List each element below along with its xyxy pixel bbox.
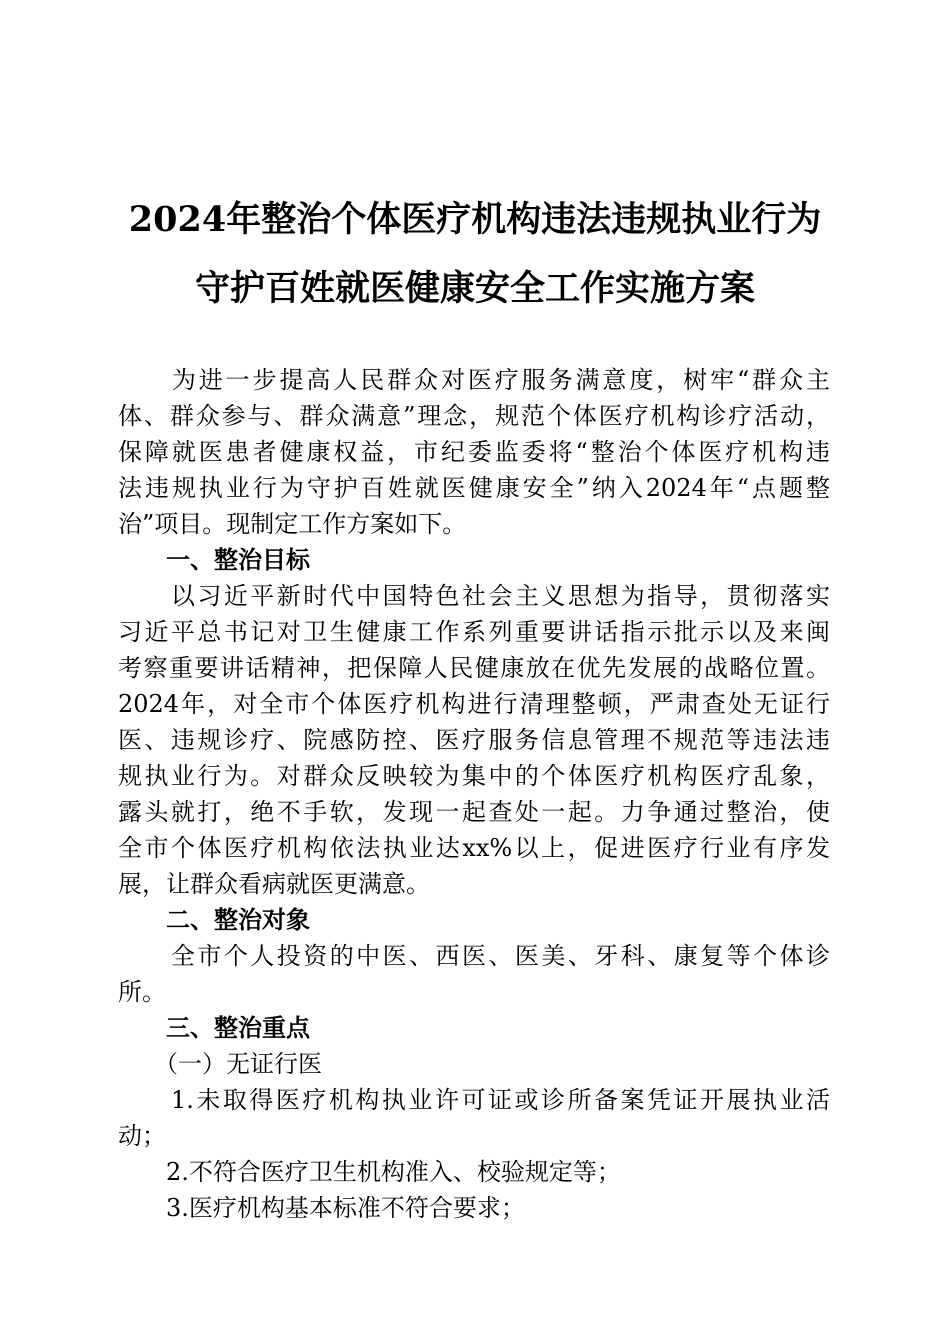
body-line: 以习近平新时代中国特色社会主义思想为指导，贯彻落实	[118, 582, 830, 610]
body-line: 全市个人投资的中医、西医、医美、牙科、康复等个体诊	[118, 942, 830, 970]
subsection-heading: （一）无证行医	[118, 1050, 322, 1078]
body-line: 为进一步提高人民群众对医疗服务满意度，树牢“群众主	[118, 366, 830, 394]
body-line: 规执业行为。对群众反映较为集中的个体医疗机构医疗乱象，	[118, 762, 830, 790]
body-line: 治”项目。现制定工作方案如下。	[118, 510, 467, 538]
body-line: 考察重要讲话精神，把保障人民健康放在优先发展的战略位置。	[118, 654, 830, 682]
section-heading: 三、整治重点	[118, 1014, 310, 1042]
body-line: 所。	[118, 978, 166, 1006]
list-item: 3.医疗机构基本标准不符合要求；	[118, 1194, 525, 1222]
body-line: 体、群众参与、群众满意”理念，规范个体医疗机构诊疗活动，	[118, 402, 830, 430]
body-line: 2024年，对全市个体医疗机构进行清理整顿，严肃查处无证行	[118, 690, 830, 718]
document-title-line-1: 2024年整治个体医疗机构违法违规执业行为	[128, 199, 822, 240]
body-line: 医、违规诊疗、院感防控、医疗服务信息管理不规范等违法违	[118, 726, 830, 754]
body-line: 全市个体医疗机构依法执业达xx%以上，促进医疗行业有序发	[118, 834, 830, 862]
list-item: 动；	[118, 1122, 166, 1150]
list-item: 2.不符合医疗卫生机构准入、校验规定等；	[118, 1158, 621, 1186]
body-line: 习近平总书记对卫生健康工作系列重要讲话指示批示以及来闽	[118, 618, 830, 646]
body-line: 保障就医患者健康权益，市纪委监委将“整治个体医疗机构违	[118, 438, 830, 466]
section-heading: 二、整治对象	[118, 906, 310, 934]
list-item: 1.未取得医疗机构执业许可证或诊所备案凭证开展执业活	[118, 1086, 830, 1114]
body-line: 露头就打，绝不手软，发现一起查处一起。力争通过整治，使	[118, 798, 830, 826]
document-title-line-2: 守护百姓就医健康安全工作实施方案	[194, 268, 755, 309]
section-heading: 一、整治目标	[118, 546, 310, 574]
body-line: 法违规执业行为守护百姓就医健康安全”纳入2024年“点题整	[118, 474, 830, 502]
body-line: 展，让群众看病就医更满意。	[118, 870, 430, 898]
